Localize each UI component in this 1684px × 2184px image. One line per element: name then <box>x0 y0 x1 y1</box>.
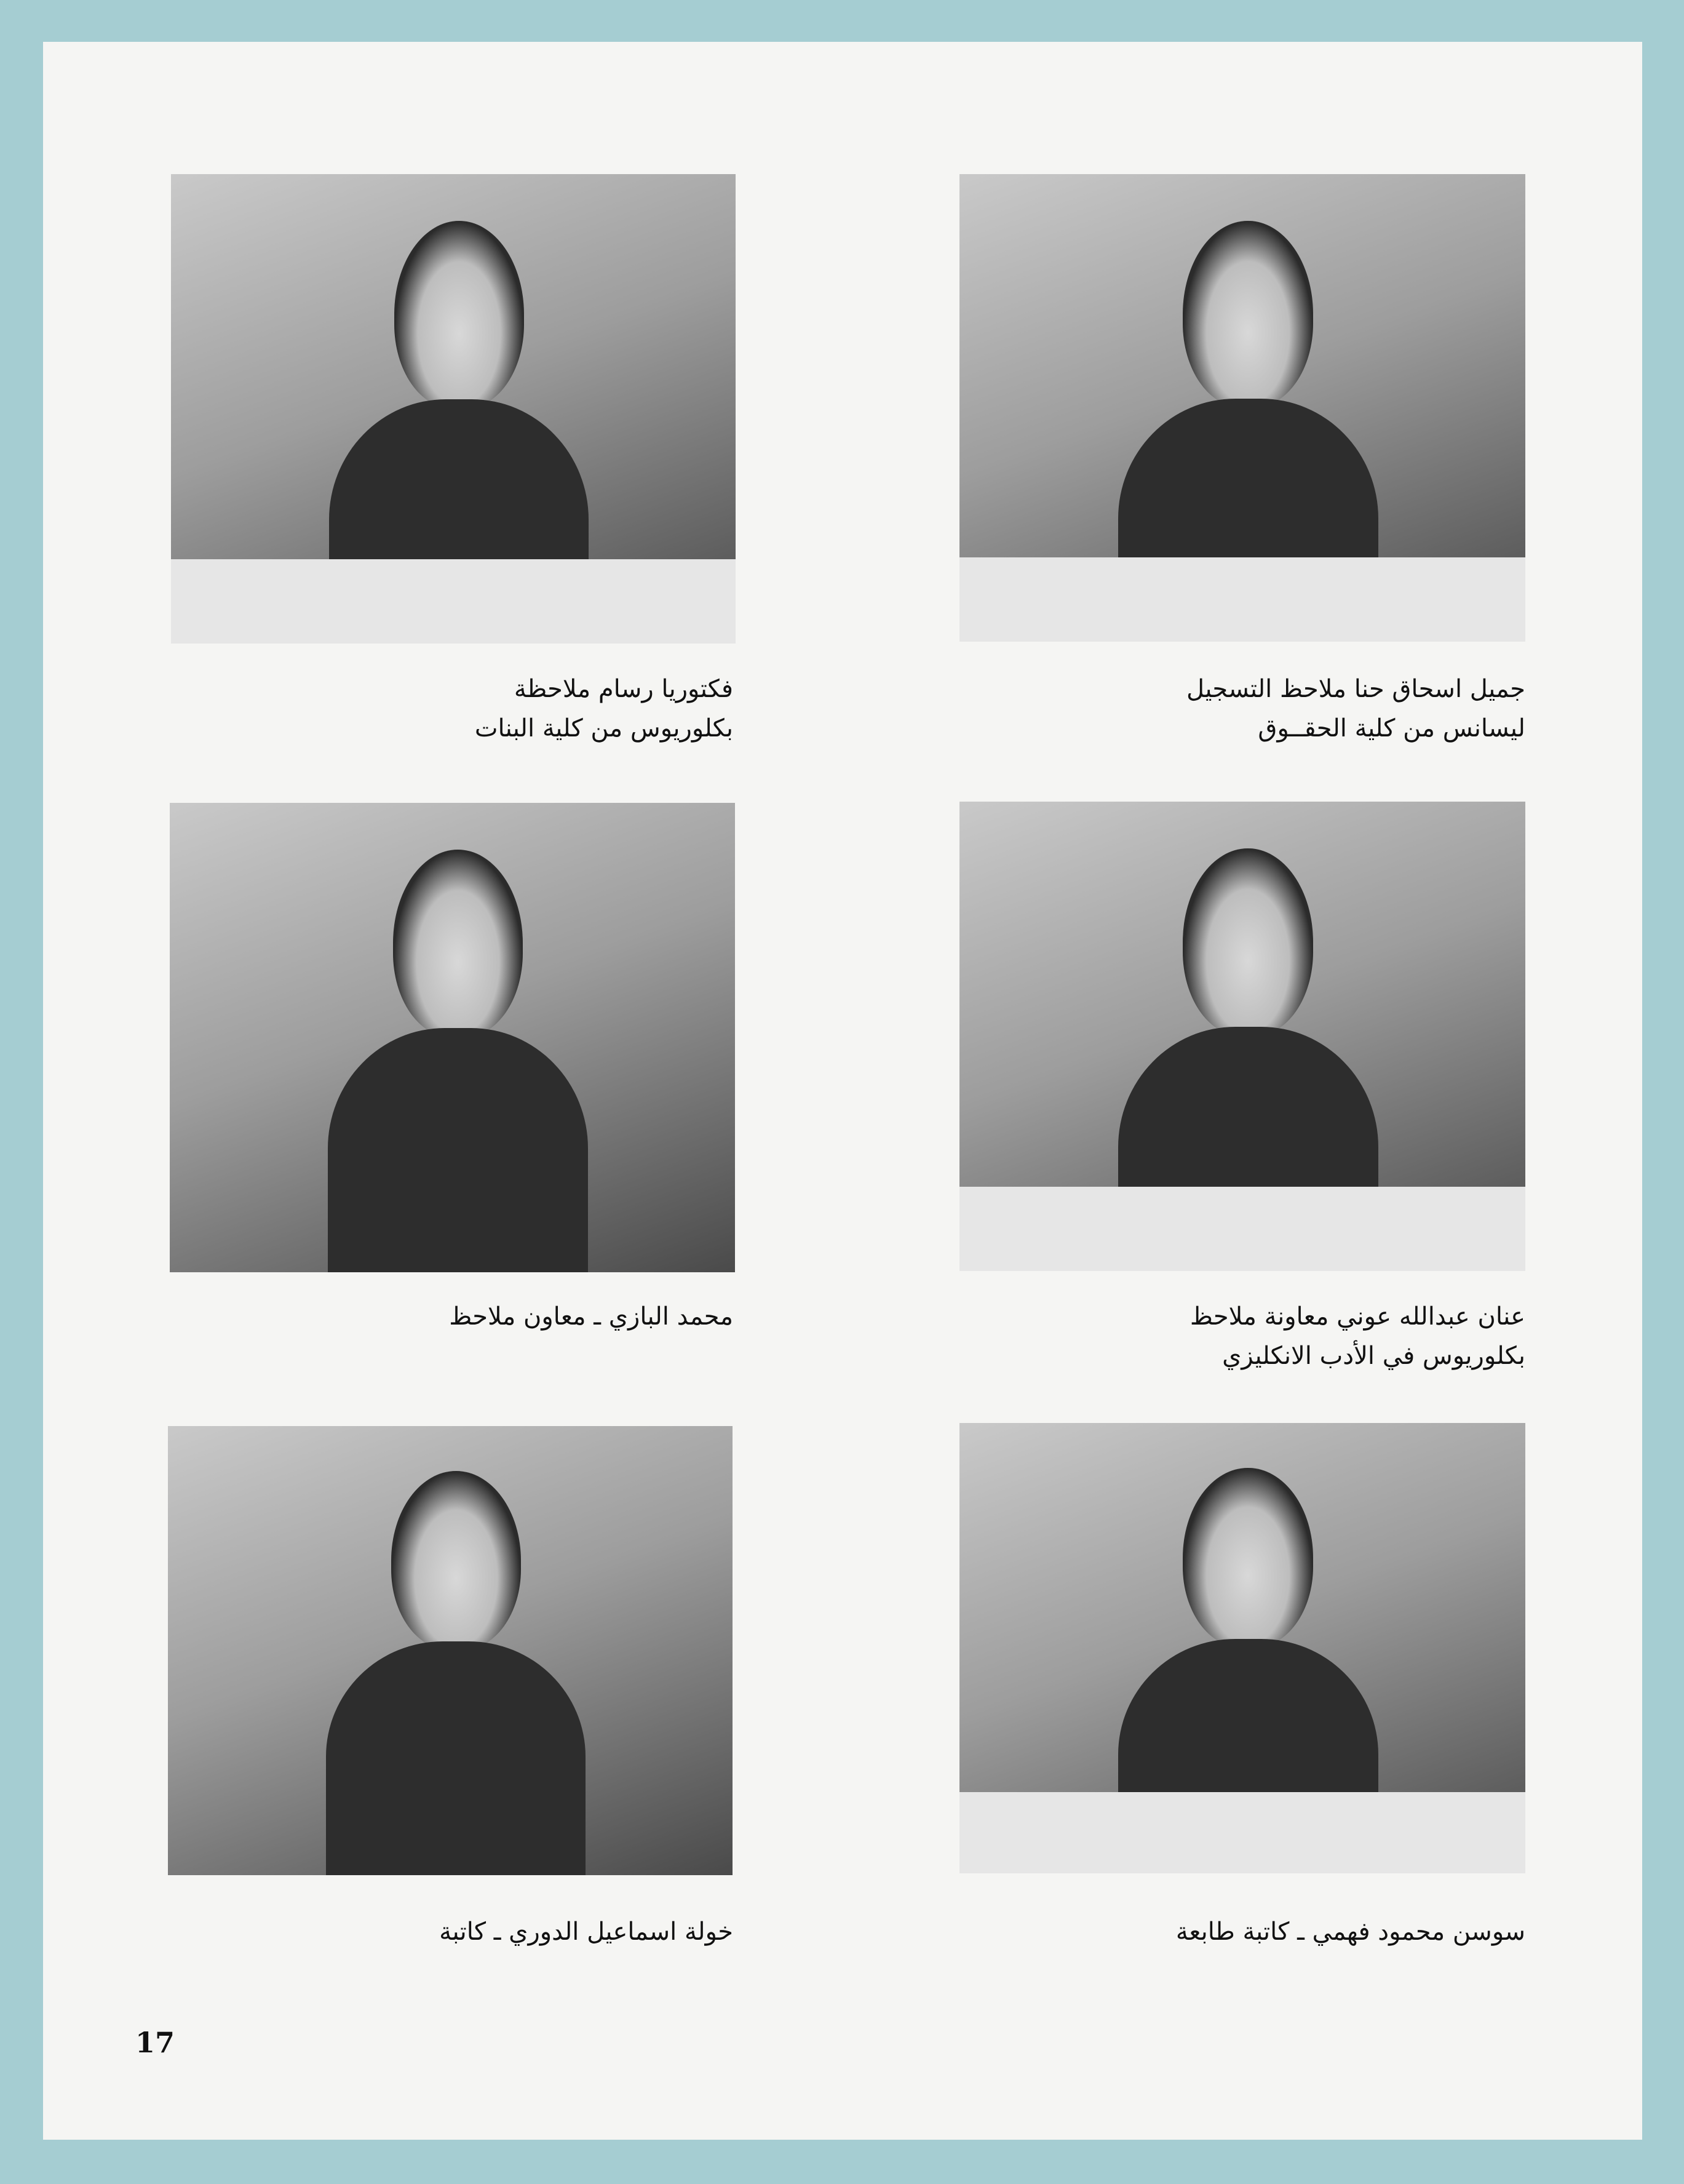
portrait-photo-khawla-ismail <box>168 1426 733 1875</box>
caption-line: خولة اسماعيل الدوري ـ كاتبة <box>439 1918 733 1946</box>
page-number: 17 <box>135 2026 175 2059</box>
caption-sawsan-mahmoud <box>1176 1912 1525 1951</box>
caption-jamil-ishaq <box>1186 669 1525 748</box>
caption-anan-abdullah <box>1190 1297 1525 1376</box>
caption-line: فكتوريا رسام ملاحظة <box>514 675 733 703</box>
caption-line: بكلوريوس في الأدب الانكليزي <box>1222 1342 1525 1370</box>
photo-desk <box>959 557 1525 642</box>
portrait-photo-victoria-rassam <box>171 174 736 644</box>
magazine-page <box>43 42 1642 2140</box>
photo-desk <box>959 1792 1525 1873</box>
portrait-photo-jamil-ishaq <box>959 174 1525 642</box>
photo-desk <box>959 1187 1525 1271</box>
portrait-photo-muhammad-albazi <box>170 803 735 1272</box>
caption-line: عنان عبدالله عوني معاونة ملاحظ <box>1190 1302 1525 1331</box>
caption-line: ليسانس من كلية الحقــوق <box>1258 714 1525 743</box>
caption-khawla-ismail <box>439 1912 733 1951</box>
portrait-photo-sawsan-mahmoud <box>959 1423 1525 1873</box>
photo-desk <box>171 559 736 644</box>
caption-line: سوسن محمود فهمي ـ كاتبة طابعة <box>1175 1918 1525 1946</box>
photo-subject <box>328 850 588 1272</box>
caption-line: جميل اسحاق حنا ملاحظ التسجيل <box>1186 675 1525 703</box>
caption-victoria-rassam <box>475 669 733 748</box>
caption-muhammad-albazi <box>449 1297 733 1336</box>
photo-subject <box>326 1471 586 1875</box>
caption-line: بكلوريوس من كلية البنات <box>474 714 733 743</box>
caption-line: محمد البازي ـ معاون ملاحظ <box>449 1302 733 1331</box>
portrait-photo-anan-abdullah <box>959 802 1525 1271</box>
